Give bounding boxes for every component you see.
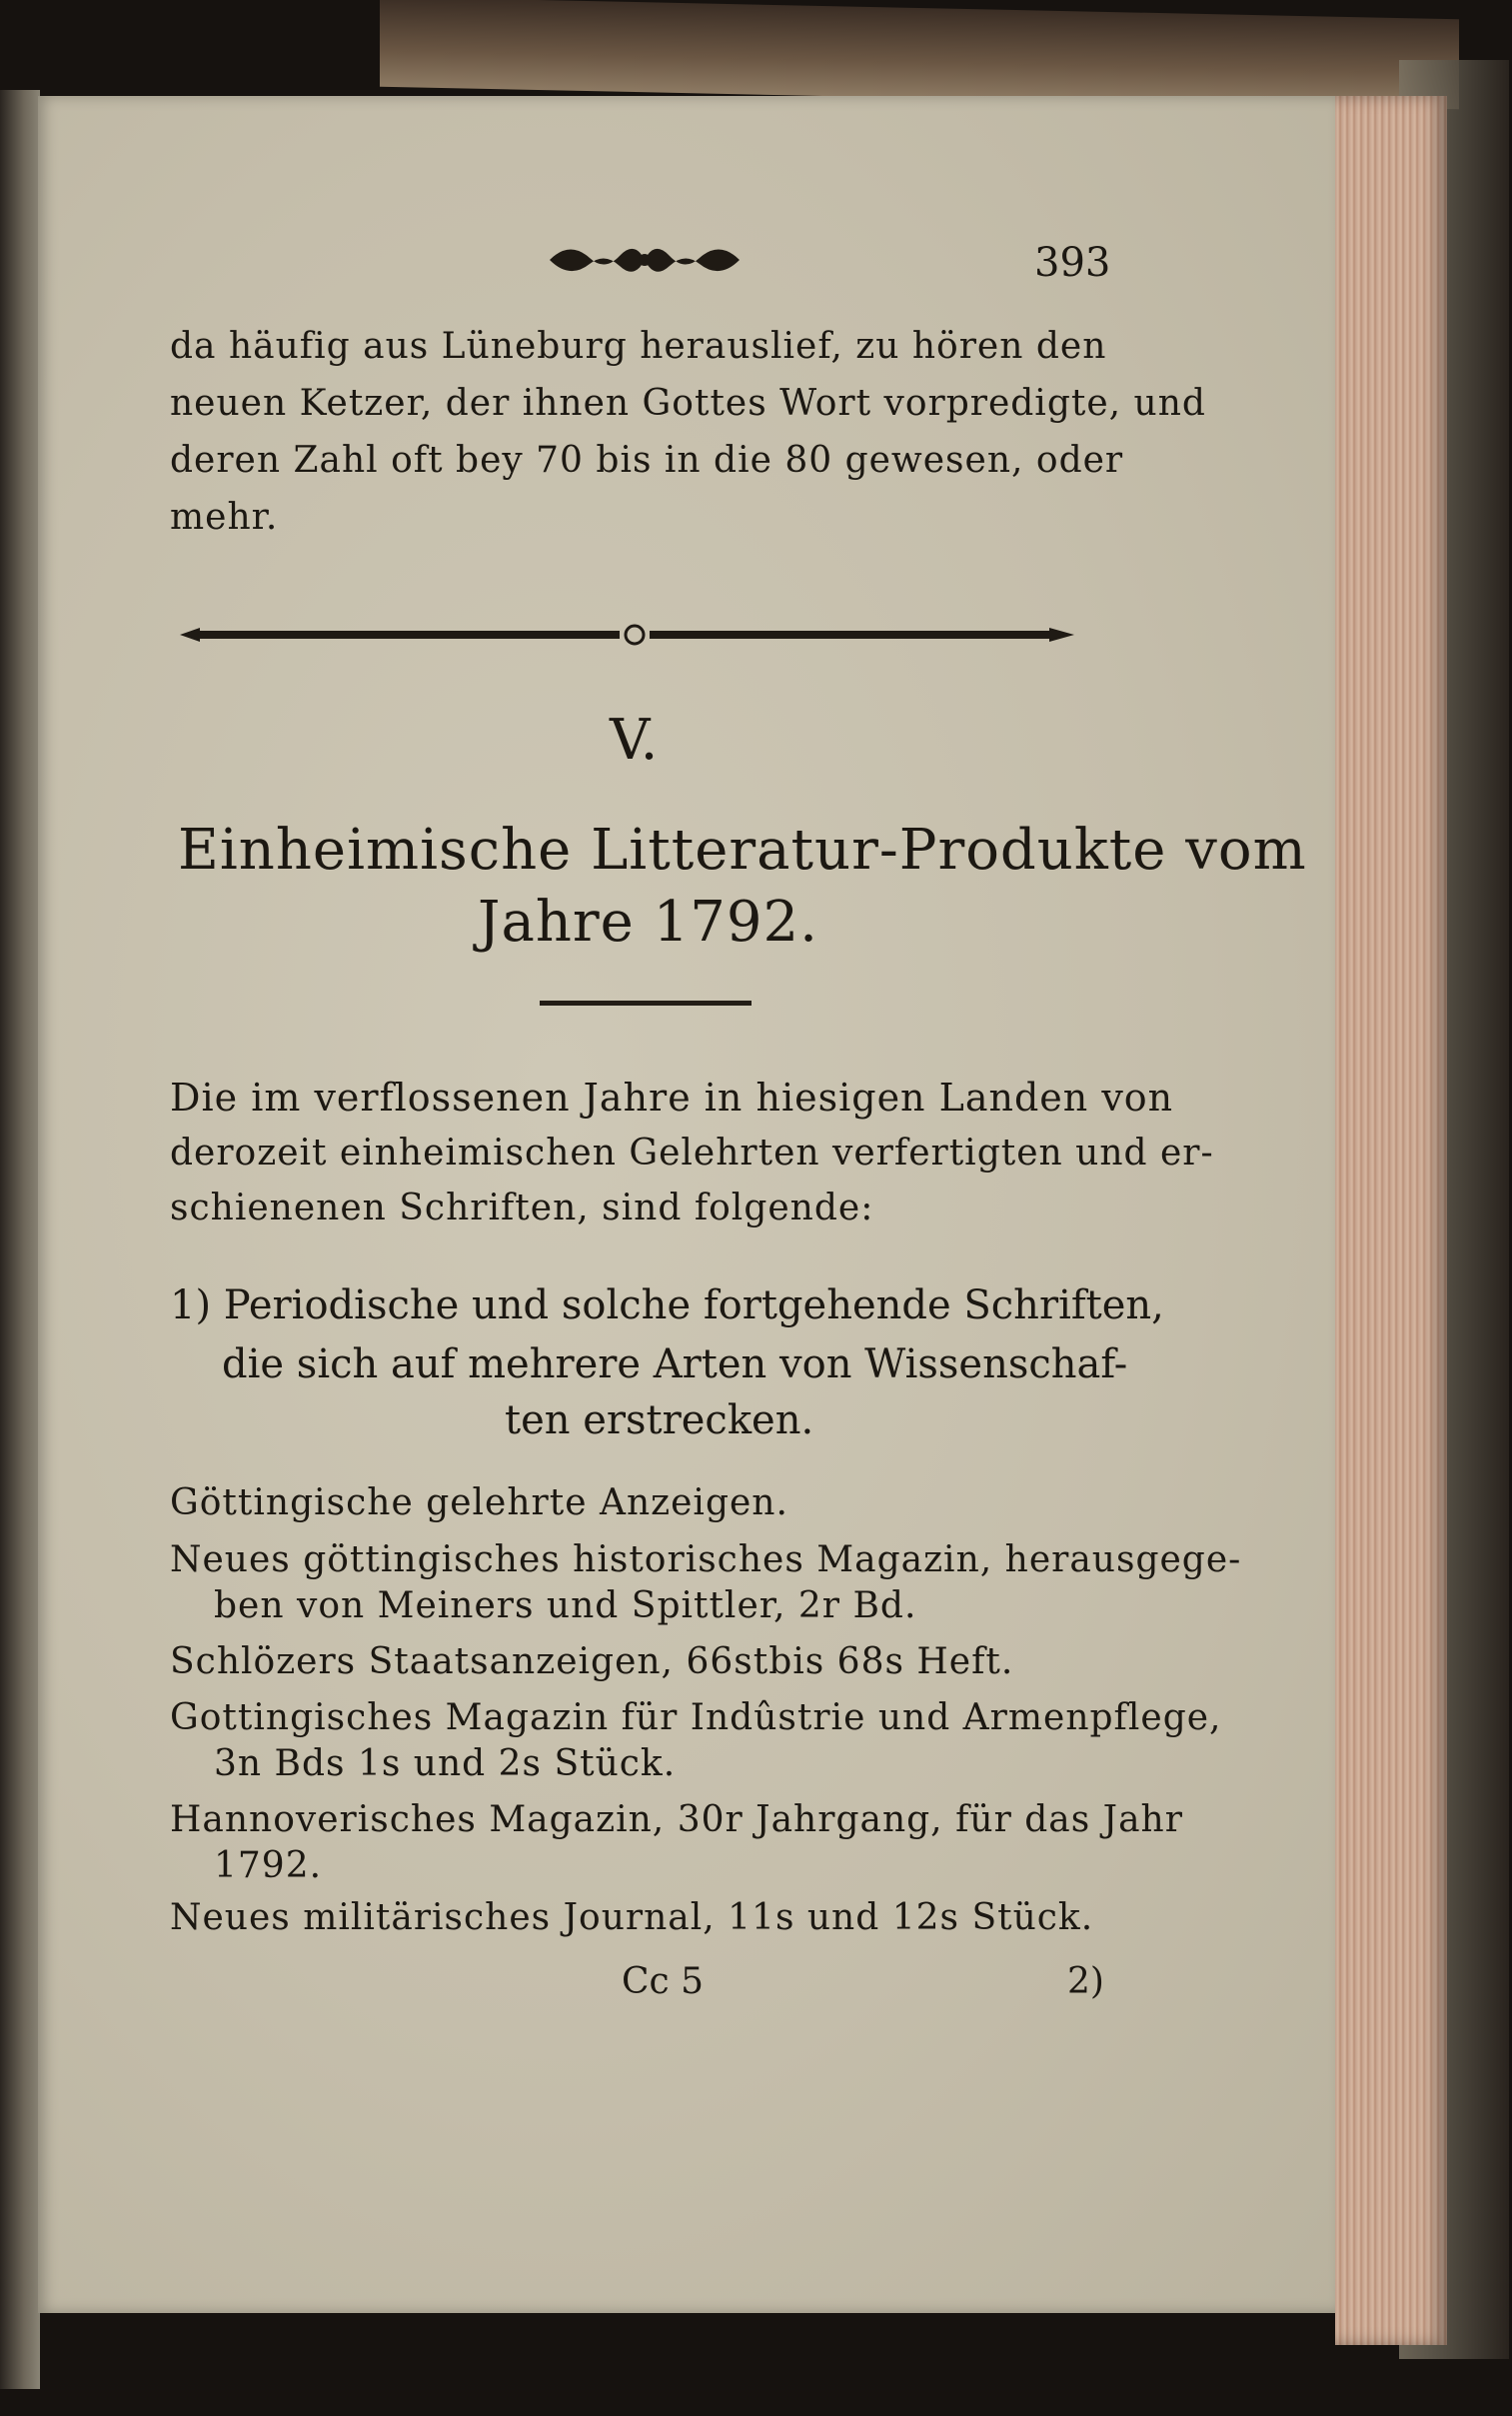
continuation-line: deren Zahl oft bey 70 bis in die 80 gewesen, oder [170, 440, 1124, 481]
book-spine [0, 90, 40, 2389]
continuation-line: da häufig aus Lüneburg herauslief, zu hören den [170, 326, 1107, 367]
page-block-edge [1335, 96, 1447, 2345]
header-ornament [545, 230, 745, 290]
intro-line: schienenen Schriften, sind folgende: [170, 1188, 874, 1228]
section-title: Jahre 1792. [478, 890, 818, 955]
list-item: Gottingisches Magazin für Indûstrie und Armenpflege, [170, 1697, 1222, 1738]
continuation-line: neuen Ketzer, der ihnen Gottes Wort vorpredigte, und [170, 383, 1206, 424]
section-number: V. [610, 708, 659, 773]
subheading-line: die sich auf mehrere Arten von Wissenschaf- [222, 1341, 1128, 1387]
list-item: Neues militärisches Journal, 11s und 12s Stück. [170, 1897, 1094, 1938]
signature-mark: Cc 5 [622, 1961, 705, 2002]
subheading-line: ten erstrecken. [505, 1397, 814, 1443]
list-item: Göttingische gelehrte Anzeigen. [170, 1482, 788, 1523]
continuation-line: mehr. [170, 497, 279, 538]
list-item: 3n Bds 1s und 2s Stück. [214, 1743, 677, 1784]
page-number: 393 [1034, 240, 1111, 286]
book-cover-top [380, 0, 1459, 109]
catchword: 2) [1067, 1961, 1104, 2002]
decorative-rule [180, 620, 1089, 650]
list-item: Schlözers Staatsanzeigen, 66stbis 68s Heft. [170, 1641, 1014, 1682]
subheading-line: 1) Periodische und solche fortgehende Schriften, [170, 1282, 1164, 1328]
list-item: ben von Meiners und Spittler, 2r Bd. [214, 1585, 917, 1626]
list-item: 1792. [214, 1845, 323, 1886]
list-item: Neues göttingisches historisches Magazin, herausgege- [170, 1539, 1242, 1580]
title-rule [540, 1001, 752, 1006]
list-item: Hannoverisches Magazin, 30r Jahrgang, für das Jahr [170, 1799, 1183, 1840]
intro-line: Die im verflossenen Jahre in hiesigen Landen von [170, 1076, 1174, 1120]
intro-line: derozeit einheimischen Gelehrten verfertigten und er- [170, 1133, 1214, 1174]
section-title: Einheimische Litteratur-Produkte vom [178, 818, 1307, 883]
